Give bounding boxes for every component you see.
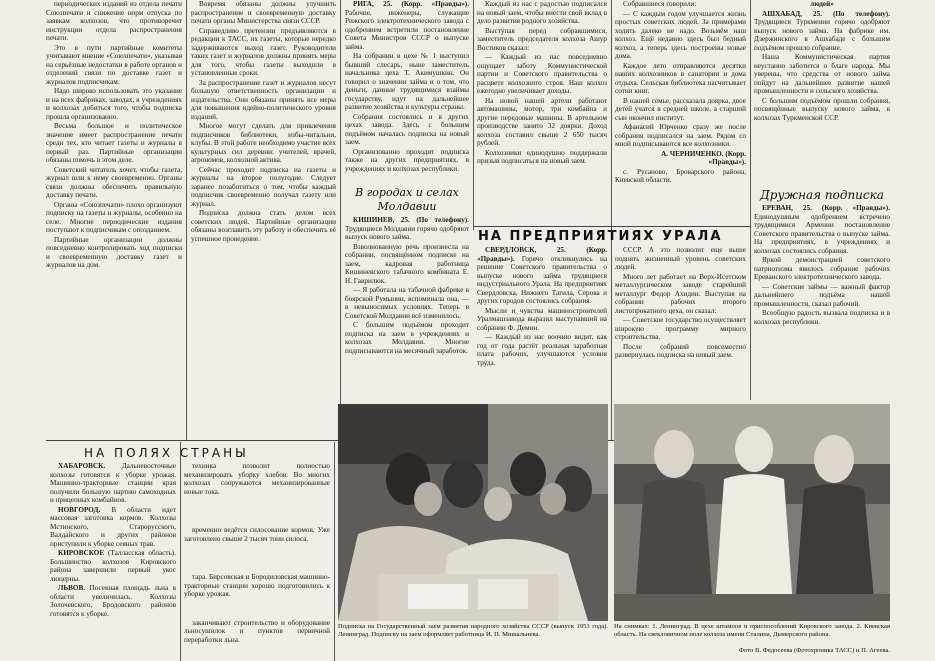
article-column-6-yerevan: ЕРЕВАН, 25. (Корр. «Правды»). Единодушным одобрением встречено трудящимися Армении постановление Советского правительства о выпуске займа. На предприятиях, в учреждениях и колхозах состоялись собрания. Яркой демонстрацией советского патриотизма явилось собрание рабочих Ереванского электротехнического завода. — Советские займы — важный фактор дальнейшего подъёма нашей промышленности, сказал рабочий. Всеобщую радость вызвала подписка и в колхозах республики. [754,204,890,326]
riga-byline: РИГА, 25. (Корр. «Правды»). [353,0,469,8]
fields-news-right: техника позволит полностью механизировать уборку хлебов. Во многих колхозах сооружаются механизированные новые тока. временно ведётся силосование кормов. Уже заготовлено свыше 2 тысяч тонн силоса. тара. Бирсовская и Бородиловская машинно-тракторные станции хорошо подготовились к уборке урожая. заканчивают строительство и оборудование льносушилок и пунктов первичной переработки льна. [184,462,330,644]
ural-article-right: СССР. А это позволит еще выше поднять жизненный уровень советских людей. Много лет работает на Верх-Исетском металлургическом заводе старейший металлург Федор Ахидин. Выступая на собрании рабочих второго листопрокатного цеха, он сказал: — Советское государство осуществляет широкую программу мирного строительства. После собраний повсеместно развернулась подписка на новый заем. [615,246,746,359]
moldova-heading: В городах и селах Молдавии [355,186,459,213]
fields-news-left: ХАБАРОВСК. Дальневосточные колхозы готовятся к уборке урожая. Машинно-тракторные станции края получили большую партию самоходных и прицепных комбайнов. НОВГОРОД. В области идет массовая заготовка кормов. Колхозы Мстинского, Старорусского, Валдайского и других районов приступили к уборке сеяных трав. КИРОВСКОЕ (Талласская область). Большинство колхозов Кировского района завершили первый укос люцерны. ЛЬВОВ. Посевная площадь льна в области увеличилась. Колхозы Золочевского, Бродовского районов готовятся к уборке. [50,462,176,618]
article-column-4: Каждый из нас с радостью подписался на новый заем, чтобы внести свой вклад в дело развития родного хозяйства. Выступая перед собравшимися, заместитель председателя колхоза Ашур Востиков сказал: — Каждый из нас повседневно ощущает заботу Коммунистической партии и Советского правительства о расцвете колхозного строя. Наш колхоз ежегодно увеличивает доходы. На новой нашей артели работают автомашины, мотор, три комбайна и другие передовые машины. В артельном производстве занято 32 доярки. Доход колхоза составил свыше 2 650 тысяч рублей. Колхозники единодушно поддержали призыв подписаться на новый заем. [477,0,607,165]
article-column-6: людей» АШХАБАД, 25. (По телефону). Трудящиеся Туркмении горячо одобряют выпуск нового займа. На фабрике им. Дзержинского в Ашхабаде с большим подъёмом прошло собрание. Наша Коммунистическая партия неустанно заботится о благе народа. Мы уверены, что средства от нового займа пойдут на дальнейшее развитие нашей промышленности и сельского хозяйства. С большим подъёмом прошли собрания, посвящённые выпуску нового займа, в колхозах Туркменской ССР. [754,0,890,122]
article-column-2: Вовремя обязаны должны улучшить распространение и своевременную доставку печати органы Министерства связи СССР. Справедливо претензии предъявляются в редакции к ТАСС, их газеты, которые нередко задерживаются выход газет. Руководители таких газет и журналов должны принять меры для того, чтобы газеты выходили в установленные сроки. За распространение газет и журналов несут большую ответственность организации и издательства. Они обязаны принять все меры для повышения идейно-политического уровня изданий. Многое могут сделать для привлечения подписчиков библиотеки, избы-читальни, клубы. В этой работе необходимо участие всех культурных сил деревни: учителей, врачей, агрономов, колхозной актива. Сейчас проходит подписка на газеты и журналы на второе полугодие. Следует заранее позаботиться о том, чтобы каждый подписчик своевременно получал газету или журнал. Подписка должна стать делом всех советских людей. Партийные организации обязаны возглавить эту работу и обеспечить её успешное проведение. [191,0,336,243]
ural-heading: НА ПРЕДПРИЯТИЯХ УРАЛА [478,229,723,244]
sverdlovsk-byline: СВЕРДЛОВСК, 25. (Корр. «Правды»). [477,246,607,263]
article-column-3: РИГА, 25. (Корр. «Правды»). Рабочие, инженеры, служащие Рижского электротехнического завода с одобрением встретили постановление Совета Министров СССР о выпуске займа. На собрании в цехе № 1 выступил бывший слесарь, ныне заместитель начальника цеха Т. Акимушкин. Он говорил о значении займа и о том, что деньги, данные трудящимися взаймы государству, идут на дальнейшее развитие хозяйства и культуры страны. Собрания состоялись и в других цехах завода. Здесь с большим подъёмом началась подписка на новый заем. Организованно проходит подписка также на других предприятиях, в учреждениях и колхозах республики. [345,0,469,173]
signature: А. ЧЕРНИЧЕНКО. (Корр. «Правды»). [661,149,746,166]
photo-loan-subscription-leningrad [338,404,608,621]
fields-heading: НА ПОЛЯХ СТРАНЫ [84,446,249,460]
photo-2-caption: На снимках: 1. Ленинград. В цехе штампов и приспособлений Кировского завода. 2. Киевская область. На свекловичном поле колхоза имени Сталина, Дымерского района. [614,623,890,638]
photo-1-image [338,404,608,621]
ural-article-left: СВЕРДЛОВСК, 25. (Корр. «Правды»). Горячо откликнулись на решение Советского правительства о выпуске нового займа трудящиеся индустриального Урала. На предприятиях Свердловска, Нижнего Тагила, Серова и других городов состоялись собрания. Мысли и чувства машиностроителей Уралмашзавода выразил выступавший на собрании Ф. Демин. — Каждый из нас воочию видит, как год от года растёт реальная заработная плата рабочих, улучшаются условия труда. [477,246,607,367]
photo-credit: Фото В. Федосеева (Фотохроника ТАСС) и П. Агеева. [738,647,890,654]
article-column-1: периодических изданий из отдела печати Союзпечати и снижение норм отпуска по заявкам колхозов, что противоречит инструкции отдела распространения печати. Это в пути партийные комитеты учитывают мнение «Союзпечати», указывая на серьёзные недостатки в работе органов и отделений связи по доставке газет и журналов подписчикам. Надо широко использовать это указание и на всех фабриках, заводах, в учреждениях и колхозах добиться того, чтобы подписка прошла организованно. Весьма большое и политическое значение имеет распространение печати среди тех, кто читает газеты и журналы в первый раз. Партийные организации обязаны помочь в этом деле. Советский читатель хочет, чтобы газета, журнал шли к нему своевременно. Органы связи должны обеспечить правильную доставку печати. Органы «Союзпечати» плохо организуют подписку на газеты и журналы, особенно на селе. Многие периодические издания поступают к подписчикам с опозданием. Партийные организации должны повседневно контролировать ход подписки и своевременную доставку газет и журналов на дом. [46,0,182,269]
article-column-5: Собравшиеся говорили: — С каждым годом улучшается жизнь простых советских людей. За примерами ходить далеко не надо. Возьмём наш колхоз. Ещё недавно здесь был бедный колхоз, а теперь здесь построены новые дома. Каждое лето отправляются десятки наших колхозников в санатории и дома отдыха. Сельская библиотека насчитывает сотни книг. В нашей семье, рассказала доярка, двое детей учатся в средней школе, а старший сын окончил институт. Афанасий Юрченко сразу же после собрания подписался на заем. Рядом со мной подписываются все колхозники. А. ЧЕРНИЧЕНКО. (Корр. «Правды»). с. Русаново, Броварского района, Киевской области. [615,0,746,184]
ashgabat-byline: АШХАБАД, 25. (По телефону). [762,9,890,18]
photo-kiev-beet-field [614,404,890,621]
photo-2-image [614,404,890,621]
yerevan-byline: ЕРЕВАН, 25. (Корр. «Правды»). [762,204,890,212]
photo-1-caption: Подписка на Государственный заем развития народного хозяйства СССР (выпуск 1953 года). Ленинград. Подписку на заем оформляет работница И. П. Мишальнева. [338,623,608,638]
article-column-3-moldova: КИШИНЕВ, 25. (По телефону). Трудящиеся Молдавии горячо одобряют выпуск нового займа. Взволнованную речь произнесла на собрании, посвящённом подписке на заем, кадровая работница Кишиневского табачного комбината Е. Н. Гаврилюк. — Я работала на табачной фабрике в боярской Румынии, вспоминала она, — в невыносимых условиях. Теперь в Советской Молдавии всё изменилось. С большим подъёмом проходит подписка на заем в учреждениях и колхозах Молдавии. Многие подписываются на месячный заработок. [345,216,469,355]
friendly-subscription-heading: Дружная подписка [760,188,884,202]
kishinev-byline: КИШИНЕВ, 25. (По телефону). [353,216,469,224]
